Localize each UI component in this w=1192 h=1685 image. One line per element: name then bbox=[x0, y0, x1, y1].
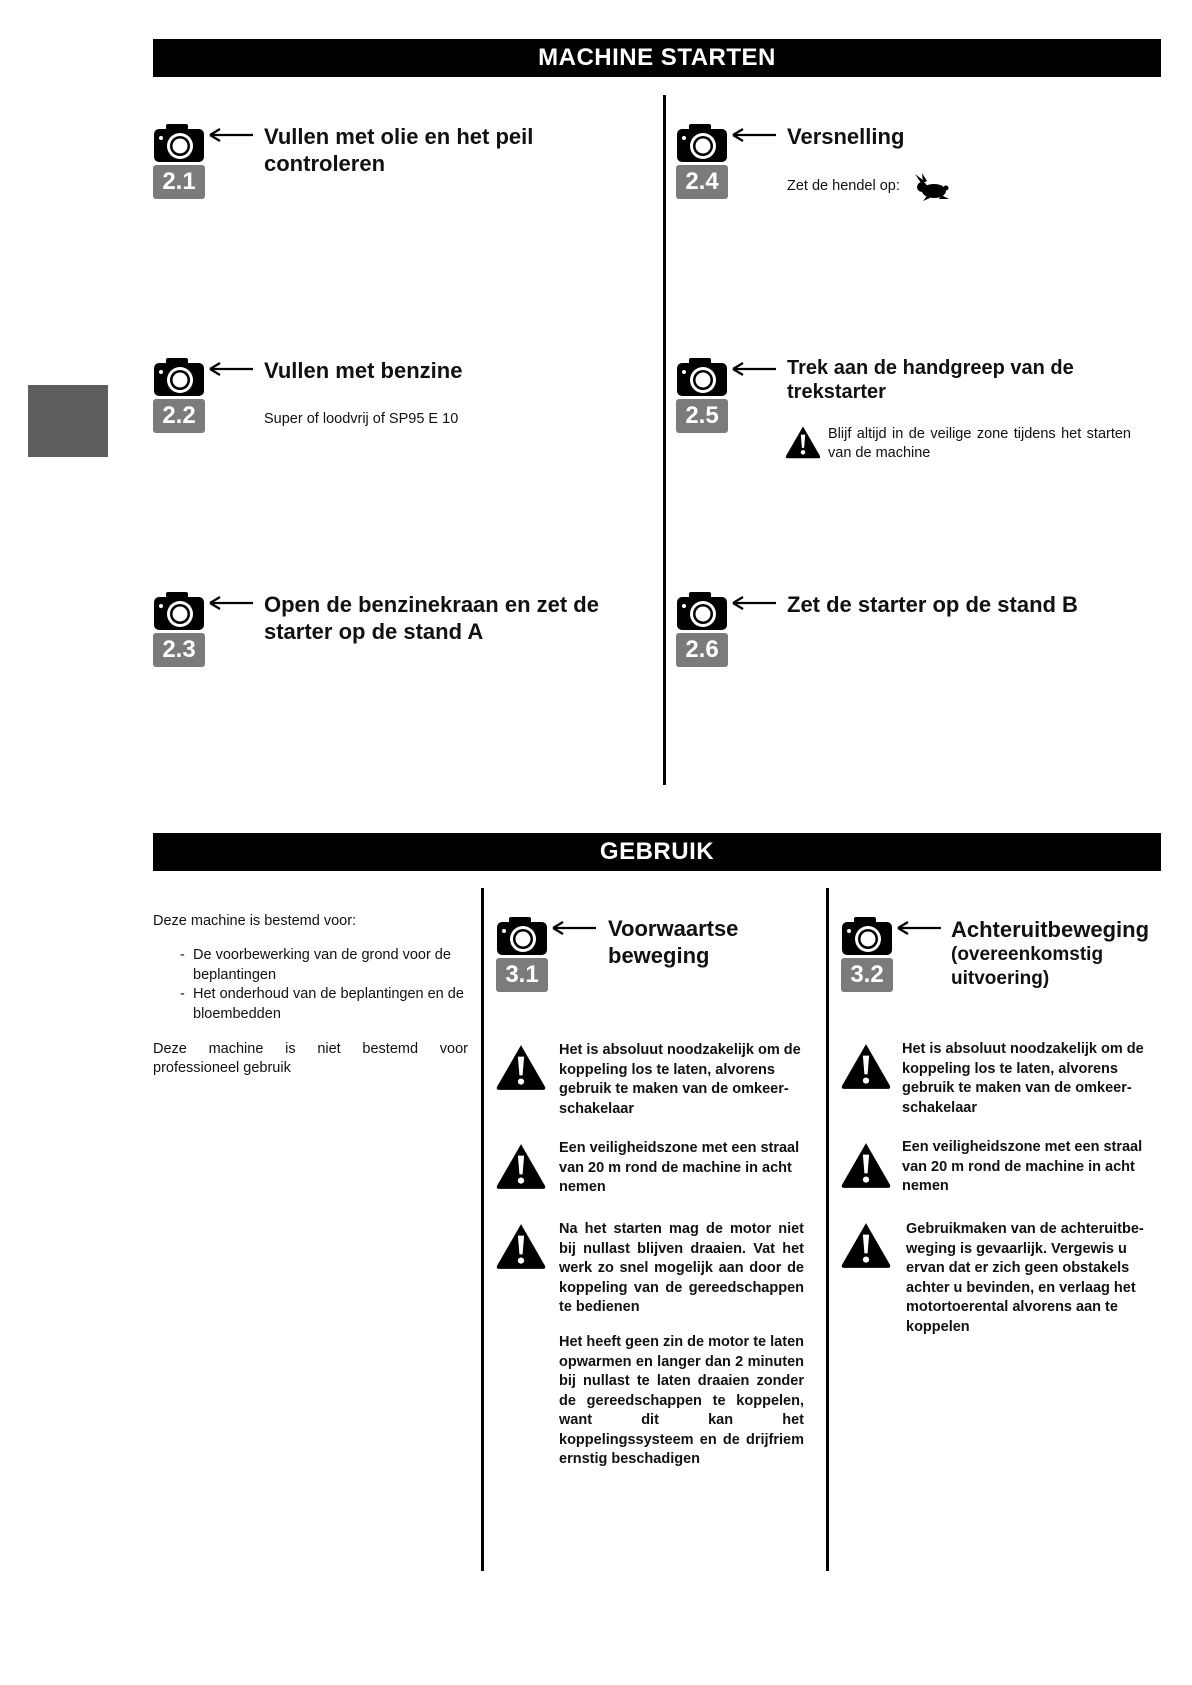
warning-icon bbox=[841, 1221, 891, 1269]
warning-icon bbox=[841, 1042, 891, 1090]
usage-intro: Deze machine is bestemd voor: bbox=[153, 913, 357, 929]
step-number-badge: 2.5 bbox=[676, 399, 728, 433]
usage-list bbox=[153, 946, 468, 1024]
step-2-2-camera bbox=[153, 355, 241, 435]
step-number-badge: 2.6 bbox=[676, 633, 728, 667]
step-title: Zet de starter op de stand B bbox=[787, 592, 1078, 617]
step-warning: Blijf altijd in de veilige zone tijdens het starten van de machine bbox=[828, 426, 1131, 461]
step-2-5-camera bbox=[676, 355, 764, 435]
column-divider bbox=[826, 888, 829, 1571]
step-2-1-camera bbox=[153, 121, 241, 201]
step-title: Versnelling bbox=[787, 124, 905, 149]
rabbit-icon bbox=[913, 172, 953, 204]
camera-icon bbox=[676, 121, 786, 165]
section-header-machine-starten: MACHINE STARTEN bbox=[153, 39, 1161, 77]
step-subtitle: (overeenkomstig uitvoering) bbox=[951, 944, 1104, 989]
camera-icon bbox=[496, 914, 606, 958]
step-2-4-camera bbox=[676, 121, 764, 201]
column-divider bbox=[481, 888, 484, 1571]
forward-warning: Het is absoluut noodzakelijk om de koppeling los te laten, alvorens gebruik te maken van de omkeer-schakelaar bbox=[559, 1042, 801, 1117]
warning-icon bbox=[496, 1222, 546, 1270]
reverse-warning: Gebruikmaken van de achteruitbe-weging is gevaarlijk. Vergewis u ervan dat er zich geen obstakels achter u bevinden, en verlaag het motortoerental alvorens aan te koppelen bbox=[906, 1221, 1144, 1335]
list-item: - De voorbewerking van de grond voor de beplantingen bbox=[153, 946, 468, 985]
step-number-badge: 3.2 bbox=[841, 958, 893, 992]
warning-icon bbox=[496, 1142, 546, 1190]
reverse-warning: Het is absoluut noodzakelijk om de koppeling los te laten, alvorens gebruik te maken van de omkeer-schakelaar bbox=[902, 1041, 1144, 1116]
usage-not-intended: Deze machine is niet bestemd voor professioneel gebruik bbox=[153, 1041, 468, 1076]
camera-icon bbox=[676, 589, 786, 633]
step-3-1-camera bbox=[496, 914, 584, 994]
warning-icon bbox=[785, 425, 821, 459]
step-2-3-camera bbox=[153, 589, 241, 669]
step-number-badge: 3.1 bbox=[496, 958, 548, 992]
forward-note: Het heeft geen zin de motor te laten opwarmen en langer dan 2 minuten bij nullast te laten draaien zonder de gereedschappen te koppelen, want dit kan het koppelingssysteem en de drijfriem ernstig beschadigen bbox=[559, 1334, 804, 1467]
step-title: Vullen met olie en het peil controleren bbox=[264, 124, 534, 176]
step-title: Trek aan de handgreep van de trekstarter bbox=[787, 357, 1074, 403]
step-title: Voorwaartse beweging bbox=[608, 916, 739, 968]
camera-icon bbox=[676, 355, 786, 399]
step-title: Achteruitbeweging bbox=[951, 917, 1150, 942]
forward-warning: Een veiligheidszone met een straal van 20 m rond de machine in acht nemen bbox=[559, 1140, 800, 1195]
column-divider bbox=[663, 95, 666, 785]
step-number-badge: 2.2 bbox=[153, 399, 205, 433]
step-title: Vullen met benzine bbox=[264, 358, 463, 383]
warning-icon bbox=[841, 1141, 891, 1189]
camera-icon bbox=[153, 355, 263, 399]
section-header-gebruik: GEBRUIK bbox=[153, 833, 1161, 871]
step-number-badge: 2.1 bbox=[153, 165, 205, 199]
step-title: Open de benzinekraan en zet de starter op de stand A bbox=[264, 592, 599, 644]
camera-icon bbox=[841, 914, 951, 958]
step-number-badge: 2.3 bbox=[153, 633, 205, 667]
reverse-warning: Een veiligheidszone met een straal van 20 m rond de machine in acht nemen bbox=[902, 1139, 1143, 1194]
step-3-2-camera bbox=[841, 914, 929, 994]
step-2-6-camera bbox=[676, 589, 764, 669]
camera-icon bbox=[153, 121, 263, 165]
side-tab-marker bbox=[28, 385, 108, 457]
step-text: Zet de hendel op: bbox=[787, 178, 900, 194]
warning-icon bbox=[496, 1043, 546, 1091]
step-text: Super of loodvrij of SP95 E 10 bbox=[264, 411, 459, 427]
list-item: - Het onderhoud van de beplantingen en de bloembedden bbox=[153, 985, 468, 1024]
camera-icon bbox=[153, 589, 263, 633]
forward-warning: Na het starten mag de motor niet bij nullast blijven draaien. Vat het werk zo snel mogelijk aan door de koppeling van de gereedschappen te bedienen bbox=[559, 1221, 804, 1315]
step-number-badge: 2.4 bbox=[676, 165, 728, 199]
